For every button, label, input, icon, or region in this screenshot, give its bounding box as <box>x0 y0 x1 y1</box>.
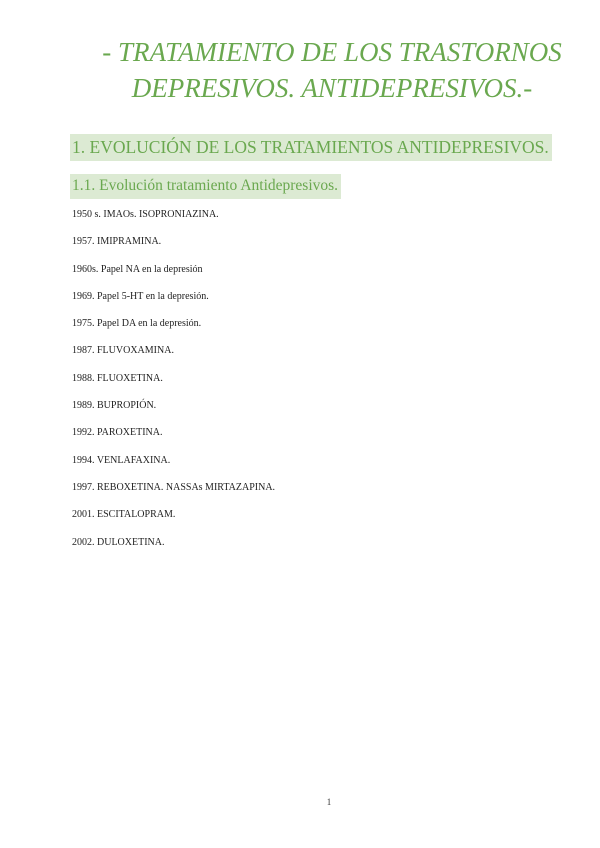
timeline-item: 1989. BUPROPIÓN. <box>72 400 157 412</box>
timeline-item: 1960s. Papel NA en la depresión <box>72 263 203 275</box>
timeline-item: 1988. FLUOXETINA. <box>72 372 163 384</box>
timeline-item: 1987. FLUVOXAMINA. <box>72 345 174 357</box>
timeline-item: 2001. ESCITALOPRAM. <box>72 509 176 521</box>
section-heading: 1. EVOLUCIÓN DE LOS TRATAMIENTOS ANTIDEPRESIVOS. <box>70 134 552 161</box>
timeline-item: 1994. VENLAFAXINA. <box>72 454 171 466</box>
timeline-list <box>72 208 275 563</box>
document-title <box>60 34 580 106</box>
timeline-item: 1975. Papel DA en la depresión. <box>72 318 202 330</box>
timeline-item: 1950 s. IMAOs. ISOPRONIAZINA. <box>72 209 219 220</box>
timeline-item: 1992. PAROXETINA. <box>72 427 163 439</box>
timeline-item: 1969. Papel 5-HT en la depresión. <box>72 290 209 302</box>
page-number: 1 <box>326 797 332 807</box>
timeline-item: 1957. IMIPRAMINA. <box>72 236 162 248</box>
title-line-1: - TRATAMIENTO DE LOS TRASTORNOS <box>102 37 562 67</box>
timeline-item: 2002. DULOXETINA. <box>72 536 165 548</box>
timeline-item: 1997. REBOXETINA. NASSAs MIRTAZAPINA. <box>72 481 276 493</box>
subsection-heading: 1.1. Evolución tratamiento Antidepresivos. <box>70 174 341 199</box>
title-line-2: DEPRESIVOS. ANTIDEPRESIVOS.- <box>131 73 533 103</box>
